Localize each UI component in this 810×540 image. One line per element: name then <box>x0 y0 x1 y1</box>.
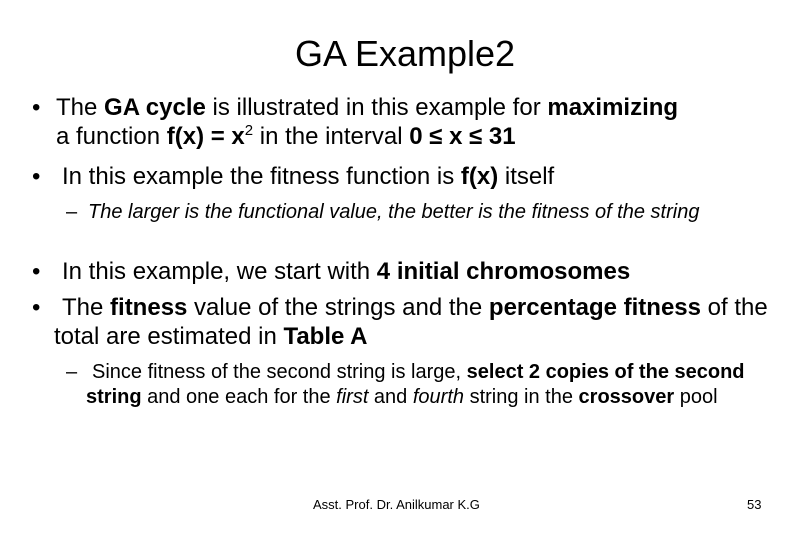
bullet-ga-cycle <box>34 93 804 151</box>
sub-bullet-select-copies <box>66 360 766 410</box>
bullet-text: The GA cycle is illustrated in this example for maximizing a function $f(x) = x^2$ in the interval 0 ≤ x ≤ 31 <box>56 94 679 150</box>
bullet-fitness-function <box>34 162 804 191</box>
slide-number: 53 <box>747 497 762 512</box>
bullet-percentage-fitness <box>34 293 804 351</box>
bullet-marker: • <box>32 294 41 321</box>
dash-marker: – <box>66 361 78 383</box>
bullet-text: In this example the fitness function is f(x) itself <box>62 163 555 190</box>
bullet-marker: • <box>32 94 41 121</box>
dash-marker: – <box>66 201 78 223</box>
bullet-marker: • <box>32 258 41 285</box>
bullet-marker: • <box>32 163 41 190</box>
sub-bullet-text: Since fitness of the second string is large, select 2 copies of the second string and one each for the first and fourth string in the crossover pool <box>86 361 745 408</box>
footer-author: Asst. Prof. Dr. Anilkumar K.G <box>313 497 480 512</box>
bullet-text: The fitness value of the strings and the percentage fitness of the total are estimated in Table A <box>54 294 768 350</box>
sub-bullet-larger-value <box>66 200 786 224</box>
bullet-text: In this example, we start with 4 initial chromosomes <box>62 258 631 285</box>
sub-bullet-text: The larger is the functional value, the better is the fitness of the string <box>88 201 700 223</box>
slide-title: GA Example2 <box>294 33 516 74</box>
bullet-initial-chromosomes <box>34 257 804 286</box>
